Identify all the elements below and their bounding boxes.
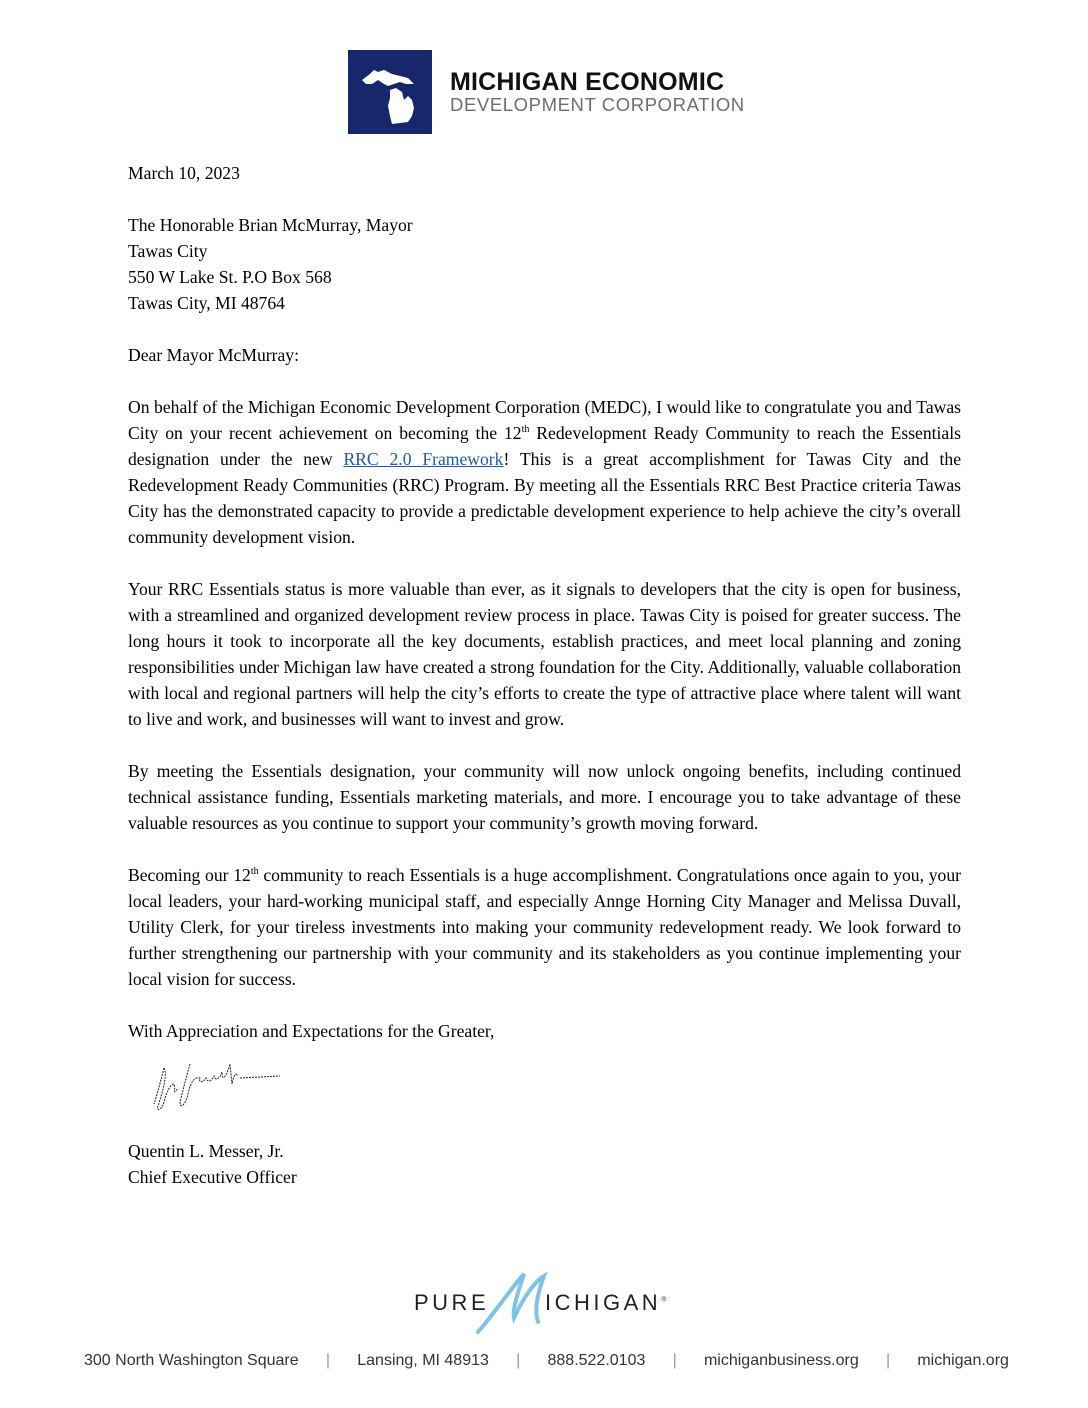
medc-logo [348,50,745,134]
footer-website-business[interactable]: michiganbusiness.org [703,1352,859,1369]
footer-separator: | [516,1352,521,1369]
signer-name: Quentin L. Messer, Jr. [128,1141,284,1161]
ordinal-suffix: th [250,866,259,878]
pure-michigan-logo [414,1270,674,1336]
michigan-state-icon [348,50,432,134]
pure-michigan-right-text: ICHIGAN [545,1290,662,1315]
salutation: Dear Mayor McMurray: [128,345,299,365]
paragraph-4-text-a: Becoming our 12 [128,865,251,885]
paragraph-1 [128,394,961,550]
recipient-line2: Tawas City [128,241,208,261]
paragraph-1-text-c: ! This is a great accomplishment for Tawas City and the Redevelopment Ready Communities (RRC) Program. By meeting all the Essentials RRC Best Practice criteria Tawas City has the demonstrated capacity to provide a predictable development experience to help achieve the city’s overall community development vision. [128,449,962,547]
pure-michigan-right [545,1290,666,1316]
footer-website-michigan[interactable]: michigan.org [917,1352,1009,1369]
signature-icon [128,1050,961,1138]
recipient-line1: The Honorable Brian McMurray, Mayor [128,215,413,235]
recipient-line3: 550 W Lake St. P.O Box 568 [128,267,332,287]
letter-date: March 10, 2023 [128,163,240,183]
michigan-m-swoosh-icon [474,1270,554,1336]
paragraph-1-text-b: Redevelopment Ready Community to reach the Essentials designation under the new [128,423,961,469]
paragraph-4-text-b: community to reach Essentials is a huge accomplishment. Congratulations once again to you, your local leaders, your hard-working municipal staff, and especially Annge Horning City Manager and Melissa Duvall, Utility Clerk, for your tireless investments into making your community redevelopment ready. We look forward to further strengthening our partnership with your community and its stakeholders as you continue implementing your local vision for success. [128,865,961,989]
footer [84,1352,1009,1370]
footer-city: Lansing, MI 48913 [357,1352,489,1369]
signer-title: Chief Executive Officer [128,1167,297,1187]
recipient-line4: Tawas City, MI 48764 [128,293,285,313]
recipient-address [128,212,961,316]
footer-separator: | [672,1352,677,1369]
footer-separator: | [325,1352,331,1369]
footer-address: 300 North Washington Square [84,1352,299,1369]
org-name-line1: MICHIGAN ECONOMIC [450,68,725,96]
paragraph-3: By meeting the Essentials designation, your community will now unlock ongoing benefits, including continued technical assistance funding, Essentials marketing materials, and more. I encourage you to take advantage of these valuable resources as you continue to support your community’s growth moving forward. [128,761,961,833]
letter-body [128,160,961,1190]
footer-separator: | [885,1352,891,1369]
footer-phone: 888.522.0103 [547,1352,646,1369]
org-name-line2: DEVELOPMENT CORPORATION [450,94,745,115]
paragraph-4 [128,862,961,992]
paragraph-2: Your RRC Essentials status is more valuable than ever, as it signals to developers that the city is open for business, with a streamlined and organized development review process in place. Tawas City is poised for greater success. The long hours it took to incorporate all the key documents, establish practices, and meet local planning and zoning responsibilities under Michigan law have created a strong foundation for the City. Additionally, valuable collaboration with local and regional partners will help the city’s efforts to create the type of attractive place where talent will want to live and work, and businesses will want to invest and grow. [128,579,961,729]
closing: With Appreciation and Expectations for the Greater, [128,1021,495,1041]
ordinal-suffix: th [521,424,530,436]
pure-michigan-left: PURE [414,1290,490,1315]
paragraph-1-text-a: On behalf of the Michigan Economic Development Corporation (MEDC), I would like to congratulate you and Tawas City on your recent achievement on becoming the 12 [128,397,961,443]
trademark-symbol: ® [661,1296,667,1304]
rrc-framework-link[interactable]: RRC 2.0 Framework [343,449,504,469]
